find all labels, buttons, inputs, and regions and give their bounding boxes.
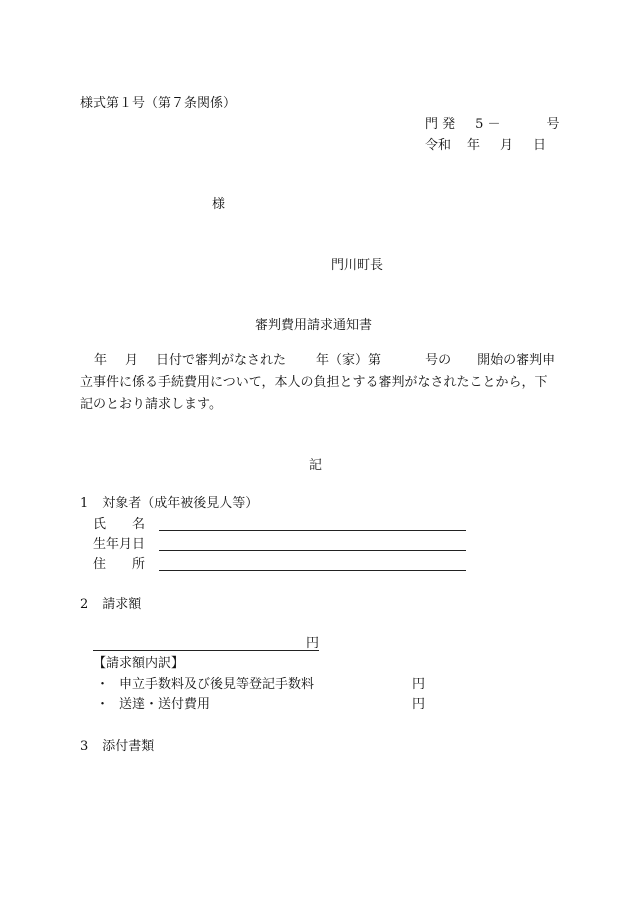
amount-unit: 円	[306, 636, 320, 651]
date-year: 年	[467, 138, 481, 153]
breakdown-item-unit: 円	[412, 697, 426, 712]
body-case-type: 開始の審判申	[477, 353, 556, 368]
date-day: 日	[533, 138, 547, 153]
field-line-name[interactable]	[159, 530, 466, 531]
section2-heading	[80, 598, 141, 611]
body-judgment-date: 日付で審判がなされた	[156, 353, 287, 368]
body-month: 月	[125, 353, 139, 368]
body-case-year: 年（家）第	[316, 353, 382, 368]
section1-title: 対象者（成年被後見人等）	[102, 496, 259, 511]
field-label-name: 氏 名	[93, 517, 146, 532]
breakdown-item-bullet: ・	[96, 697, 110, 712]
body-year: 年	[94, 353, 108, 368]
form-label: 様式第１号（第７条関係）	[80, 96, 237, 111]
section1-heading	[80, 497, 258, 510]
body-case-number: 号の	[425, 353, 452, 368]
field-label-address: 住 所	[93, 557, 146, 572]
breakdown-item-unit: 円	[412, 677, 426, 692]
field-line-birthdate[interactable]	[159, 550, 466, 551]
ki-marker: 記	[309, 458, 323, 473]
doc-number-value: 5 －	[475, 117, 501, 132]
breakdown-item-bullet: ・	[96, 677, 110, 692]
section3-number: 3	[80, 739, 89, 754]
doc-number-suffix: 号	[546, 117, 560, 132]
breakdown-heading: 【請求額内訳】	[93, 656, 185, 671]
breakdown-item-label: 送達・送付費用	[119, 697, 211, 712]
section2-number: 2	[80, 597, 89, 612]
body-line-3: 記のとおり請求します。	[80, 397, 222, 412]
body-line-2: 立事件に係る手続費用について，本人の負担とする審判がなされたことから，下	[80, 375, 548, 390]
section3-title: 添付書類	[102, 739, 155, 754]
section1-number: 1	[80, 496, 89, 511]
body-paragraph	[80, 350, 556, 416]
field-label-birthdate: 生年月日	[93, 537, 146, 552]
doc-number-prefix: 門 発	[425, 117, 456, 132]
addressee-suffix: 様	[212, 197, 226, 212]
document-title: 審判費用請求通知書	[255, 318, 373, 333]
section2-title: 請求額	[102, 597, 142, 612]
amount-line[interactable]	[93, 650, 319, 651]
field-line-address[interactable]	[159, 570, 466, 571]
doc-number	[425, 118, 560, 131]
body-line-1	[80, 350, 556, 372]
section3-heading	[80, 740, 154, 753]
date-era: 令和	[425, 138, 452, 153]
issue-date	[425, 139, 546, 152]
sender: 門川町長	[331, 258, 384, 273]
date-month: 月	[500, 138, 514, 153]
breakdown-item-label: 申立手数料及び後見等登記手数料	[119, 677, 315, 692]
